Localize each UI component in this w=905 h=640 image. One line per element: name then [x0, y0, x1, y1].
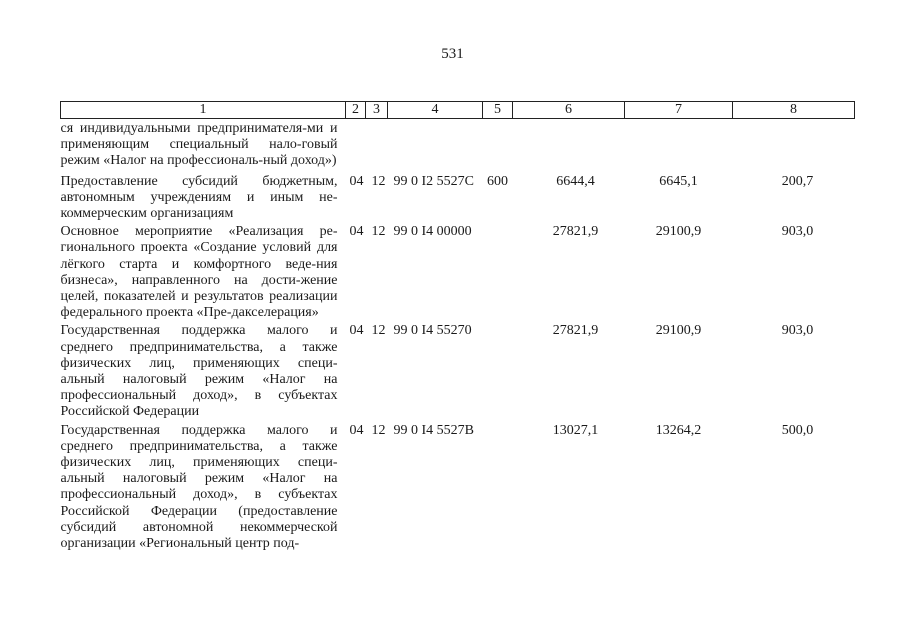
row-value-col7: 29100,9 [655, 323, 702, 339]
row-subsection: 12 [371, 323, 386, 339]
header-col-5: 5 [483, 102, 513, 119]
row-expense-type [483, 321, 513, 420]
header-col-3: 3 [366, 102, 388, 119]
row-subsection: 12 [371, 173, 386, 189]
row-subsection [366, 119, 388, 170]
table-row [61, 170, 855, 223]
row-value-col6: 27821,9 [552, 224, 599, 240]
row-expense-type [483, 222, 513, 321]
row-subsection: 12 [371, 422, 386, 438]
header-col-8: 8 [733, 102, 855, 119]
table-row [61, 421, 855, 553]
row-value-col7 [625, 119, 733, 170]
row-expense-type [483, 421, 513, 553]
row-expense-type: 600 [487, 173, 508, 189]
row-value-col8 [733, 119, 855, 170]
row-section: 04 [349, 422, 364, 438]
row-value-col8: 903,0 [781, 224, 814, 240]
row-section: 04 [349, 173, 364, 189]
row-section [346, 119, 366, 170]
row-value-col6: 6644,4 [556, 173, 595, 189]
header-col-1: 1 [61, 102, 346, 119]
row-section: 04 [349, 323, 364, 339]
row-value-col8: 200,7 [781, 173, 814, 189]
row-target-code: 99 0 I2 5527С [393, 173, 474, 189]
row-target-code [388, 119, 483, 170]
header-col-7: 7 [625, 102, 733, 119]
row-value-col7: 13264,2 [655, 422, 702, 438]
row-value-col8: 903,0 [781, 323, 814, 339]
table-row [61, 119, 855, 170]
row-value-col6: 27821,9 [552, 323, 599, 339]
row-target-code: 99 0 I4 00000 [393, 224, 472, 240]
row-value-col7: 6645,1 [659, 173, 698, 189]
table-header [61, 102, 855, 119]
row-name: Государственная поддержка малого и среднего предпринимательства, а также физических лиц, применяющих специ-альный налоговый режим «Налог на профессиональный доход», в субъектах Российской Федерации [60, 323, 338, 420]
row-name: Основное мероприятие «Реализация ре-гионального проекта «Создание условий для лёгкого старта и комфортного веде-ния бизнеса», направленного на дости-жение целей, показателей и результатов реализации федерального проекта «Пре-дакселерация» [60, 224, 338, 321]
page-number: 531 [441, 46, 464, 62]
row-name: Государственная поддержка малого и среднего предпринимательства, а также физических лиц, применяющих специ-альный налоговый режим «Налог на профессиональный доход», в субъектах Российской Федерации (предоставление субсидий автономной некоммерческой организации «Региональный центр под- [60, 422, 338, 552]
row-value-col6 [513, 119, 625, 170]
row-value-col7: 29100,9 [655, 224, 702, 240]
row-value-col6: 13027,1 [552, 422, 599, 438]
table-row [61, 321, 855, 420]
budget-table [60, 101, 855, 552]
row-subsection: 12 [371, 224, 386, 240]
table-row [61, 222, 855, 321]
header-col-4: 4 [388, 102, 483, 119]
header-col-6: 6 [513, 102, 625, 119]
row-expense-type [483, 119, 513, 170]
row-value-col8: 500,0 [781, 422, 814, 438]
header-col-2: 2 [346, 102, 366, 119]
row-target-code: 99 0 I4 5527В [393, 422, 474, 438]
row-name: ся индивидуальными предпринимателя-ми и применяющим специальный нало-говый режим «Налог на профессиональ-ный доход») [60, 121, 338, 169]
row-name: Предоставление субсидий бюджетным, автономным учреждениям и иным не-коммерческим организациям [60, 173, 338, 222]
row-section: 04 [349, 224, 364, 240]
row-target-code: 99 0 I4 55270 [393, 323, 472, 339]
